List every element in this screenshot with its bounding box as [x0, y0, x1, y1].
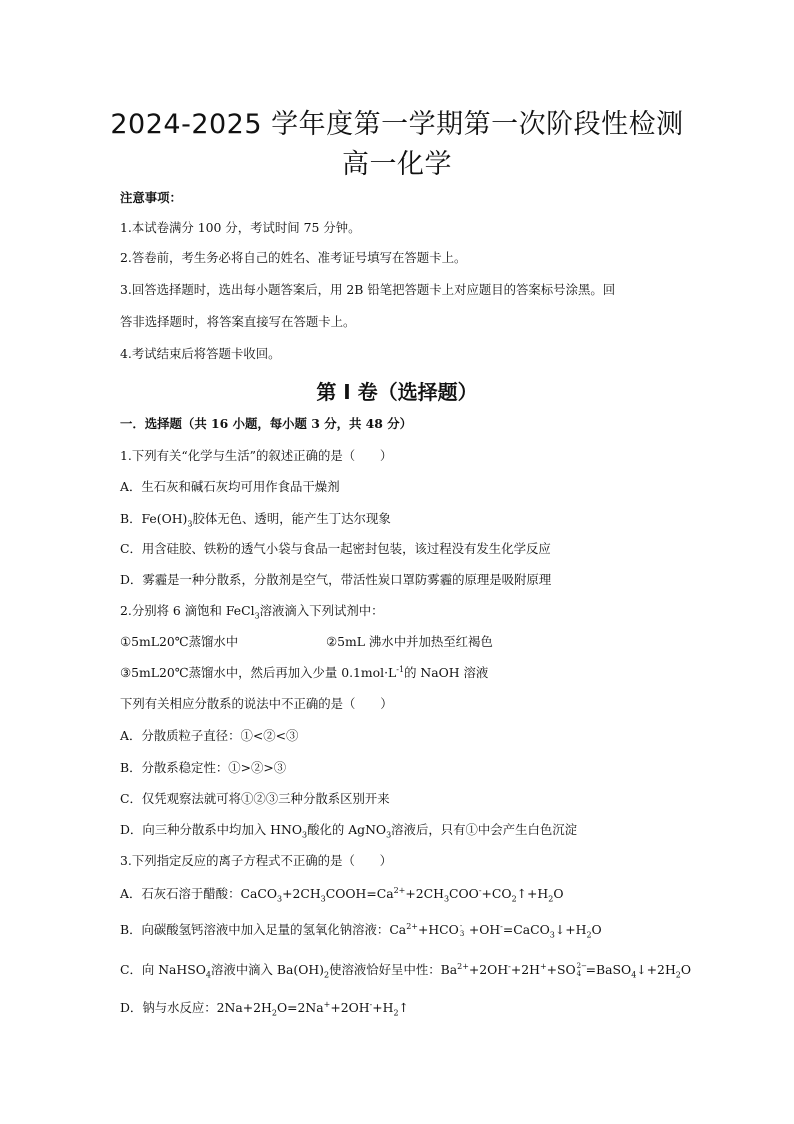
question-3-stem: 3.下列指定反应的离子方程式不正确的是（ ） [120, 853, 393, 868]
question-1-option-c: C．用含硅胶、铁粉的透气小袋与食品一起密封包装，该过程没有发生化学反应 [120, 541, 551, 556]
part-heading: 一．选择题（共 16 小题，每小题 3 分，共 48 分） [120, 416, 413, 431]
question-3-option-b: B．向碳酸氢钙溶液中加入足量的氢氧化钠溶液：$Ca^{2+}+HCO$ - 3 $+OH^-=CaCO_3↓+H_2O$ [120, 921, 602, 940]
question-3-option-c: C．向 NaHSO$_4$溶液中滴入 $Ba(OH)_2$使溶液恰好呈中性：$Ba^{2+}+2OH^-+2H^++SO$ 2− 4 $=BaSO_4↓+2H_2O$ [120, 961, 692, 980]
ion-charge: 2− 4 [576, 961, 587, 978]
question-2-option-c: C．仅凭观察法就可将①②③三种分散系区别开来 [120, 791, 390, 806]
question-2-stem-2: 下列有关相应分散系的说法中不正确的是（ ） [120, 696, 393, 711]
question-2-option-a: A．分散质粒子直径：①<②<③ [120, 728, 299, 743]
exam-title: 2024-2025 学年度第一学期第一次阶段性检测 [110, 109, 684, 140]
question-1-stem: 1.下列有关“化学与生活”的叙述正确的是（ ） [120, 448, 393, 463]
section-title: 第 I 卷（选择题） [316, 380, 478, 404]
note-item: 1.本试卷满分 100 分，考试时间 75 分钟。 [120, 220, 361, 235]
question-3-option-a: A．石灰石溶于醋酸：$CaCO_3+2CH_3COOH=Ca^{2+}+2CH_3COO^-+CO_2↑+H_2O$ [120, 885, 564, 904]
notes-heading: 注意事项： [120, 190, 182, 205]
question-2-stem: 2.分别将 6 滴饱和 FeCl$_3$溶液滴入下列试剂中： [120, 603, 384, 621]
note-item: 2.答卷前，考生务必将自己的姓名、准考证号填写在答题卡上。 [120, 250, 467, 265]
note-item: 答非选择题时，将答案直接写在答题卡上。 [120, 314, 356, 329]
question-1-option-d: D．雾霾是一种分散系，分散剂是空气，带活性炭口罩防雾霾的原理是吸附原理 [120, 572, 552, 587]
question-2-reagent-2: ②5mL 沸水中并加热至红褐色 [326, 634, 493, 649]
question-3-option-d: D．钠与水反应：$2Na+2H_2O=2Na^++2OH^-+H_2↑$ [120, 999, 409, 1018]
exam-subject: 高一化学 [342, 149, 452, 180]
question-2-option-d: D．向三种分散系中均加入 $HNO_3$酸化的 AgNO$_3$溶液后，只有①中会产生白色沉淀 [120, 822, 578, 840]
question-1-option-b: B．$Fe(OH)_3$胶体无色、透明，能产生丁达尔现象 [120, 511, 391, 529]
question-2-reagent-3: ③5mL20℃蒸馏水中，然后再加入少量 $0.1mol\cdot L^{-1}$的 NaOH 溶液 [120, 664, 489, 680]
note-item: 4.考试结束后将答题卡收回。 [120, 346, 281, 361]
note-item: 3.回答选择题时，选出每小题答案后，用 2B 铅笔把答题卡上对应题目的答案标号涂黑。回 [120, 282, 616, 297]
question-2-option-b: B．分散系稳定性：①>②>③ [120, 760, 287, 775]
question-2-reagent-1: ①5mL20℃蒸馏水中 [120, 634, 239, 649]
question-1-option-a: A．生石灰和碱石灰均可用作食品干燥剂 [120, 479, 340, 494]
ion-charge: - 3 [459, 921, 465, 938]
